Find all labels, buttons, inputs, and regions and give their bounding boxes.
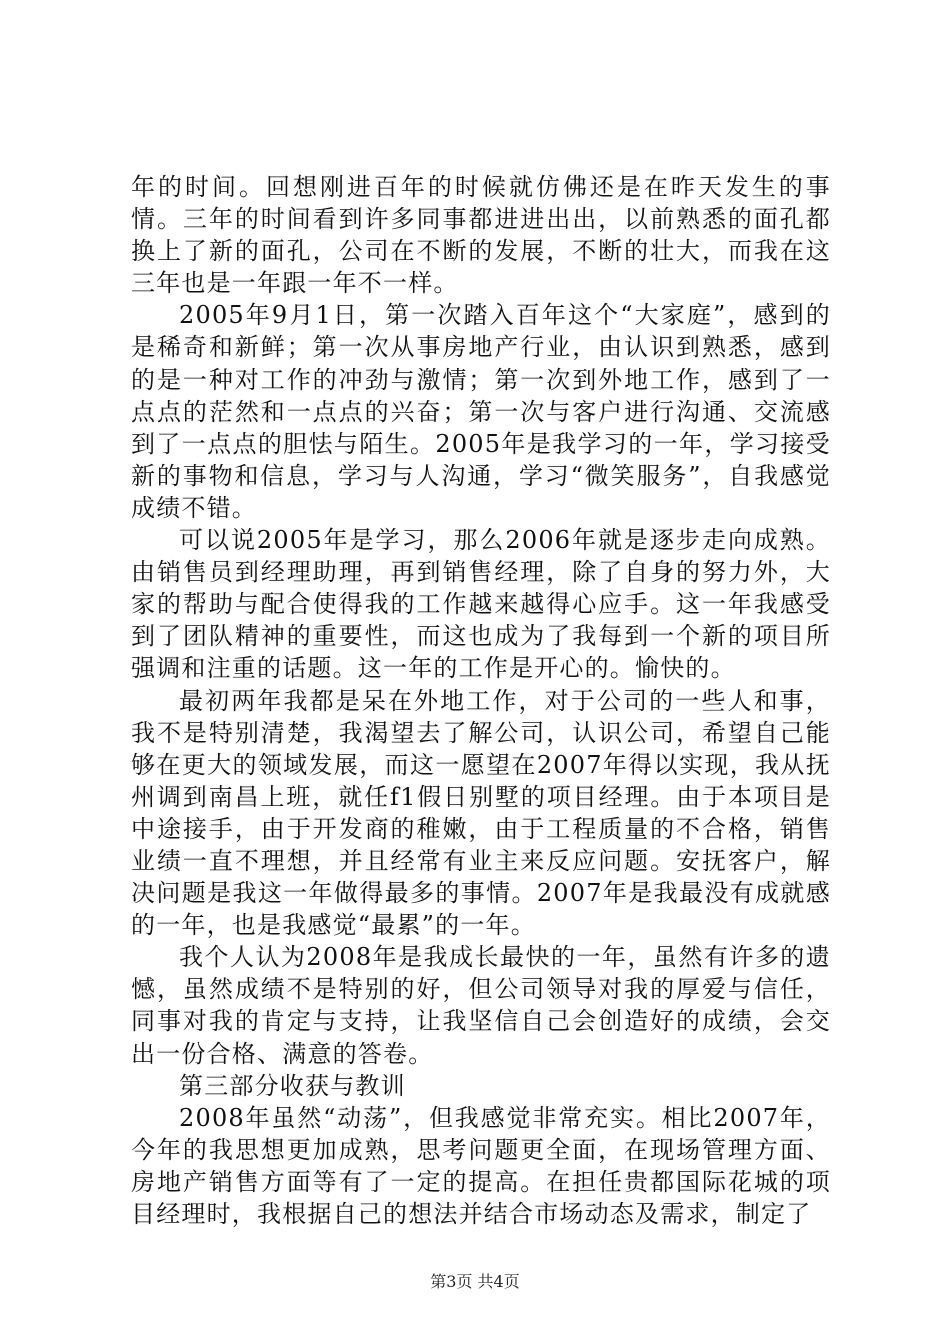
paragraph-continued: 年的时间。回想刚进百年的时候就仿佛还是在昨天发生的事情。三年的时间看到许多同事都进进出出，以前熟悉的面孔都换上了新的面孔，公司在不断的发展，不断的壮大，而我在这三年也是一年跟一年不一样。 — [131, 173, 831, 298]
section-heading: 第三部分收获与教训 — [179, 1071, 406, 1100]
paragraph-gains: 2008年虽然“动荡”，但我感觉非常充实。相比2007年，今年的我思想更加成熟，思考问题更全面，在现场管理方面、房地产销售方面等有了一定的提高。在担任贵都国际花城的项目经理时，我根据自己的想法并结合市场动态及需求，制定了 — [131, 1103, 831, 1228]
paragraph-2006: 可以说2005年是学习，那么2006年就是逐步走向成熟。由销售员到经理助理，再到销售经理，除了自身的努力外，大家的帮助与配合使得我的工作越来越得心应手。这一年我感受到了团队精神的重要性，而这也成为了我每到一个新的项目所强调和注重的话题。这一年的工作是开心的。愉快的。 — [131, 526, 831, 683]
paragraph-2008: 我个人认为2008年是我成长最快的一年，虽然有许多的遗憾，虽然成绩不是特别的好，但公司领导对我的厚爱与信任，同事对我的肯定与支持，让我坚信自己会创造好的成绩，会交出一份合格、满意的答卷。 — [131, 943, 831, 1068]
paragraph-2007: 最初两年我都是呆在外地工作，对于公司的一些人和事，我不是特别清楚，我渴望去了解公司，认识公司，希望自己能够在更大的领域发展，而这一愿望在2007年得以实现，我从抚州调到南昌上班，就任f1假日别墅的项目经理。由于本项目是中途接手，由于开发商的稚嫩，由于工程质量的不合格，销售业绩一直不理想，并且经常有业主来反应问题。安抚客户，解决问题是我这一年做得最多的事情。2007年是我最没有成就感的一年，也是我感觉“最累”的一年。 — [131, 686, 831, 940]
body-text — [131, 171, 831, 1230]
paragraph-2005: 2005年9月1日，第一次踏入百年这个“大家庭”，感到的是稀奇和新鲜；第一次从事房地产行业，由认识到熟悉，感到的是一种对工作的冲劲与激情；第一次到外地工作，感到了一点点的茫然和一点点的兴奋；第一次与客户进行沟通、交流感到了一点点的胆怯与陌生。2005年是我学习的一年，学习接受新的事物和信息，学习与人沟通，学习“微笑服务”，自我感觉成绩不错。 — [131, 301, 831, 522]
page-footer: 第3页 共4页 — [430, 1272, 520, 1291]
